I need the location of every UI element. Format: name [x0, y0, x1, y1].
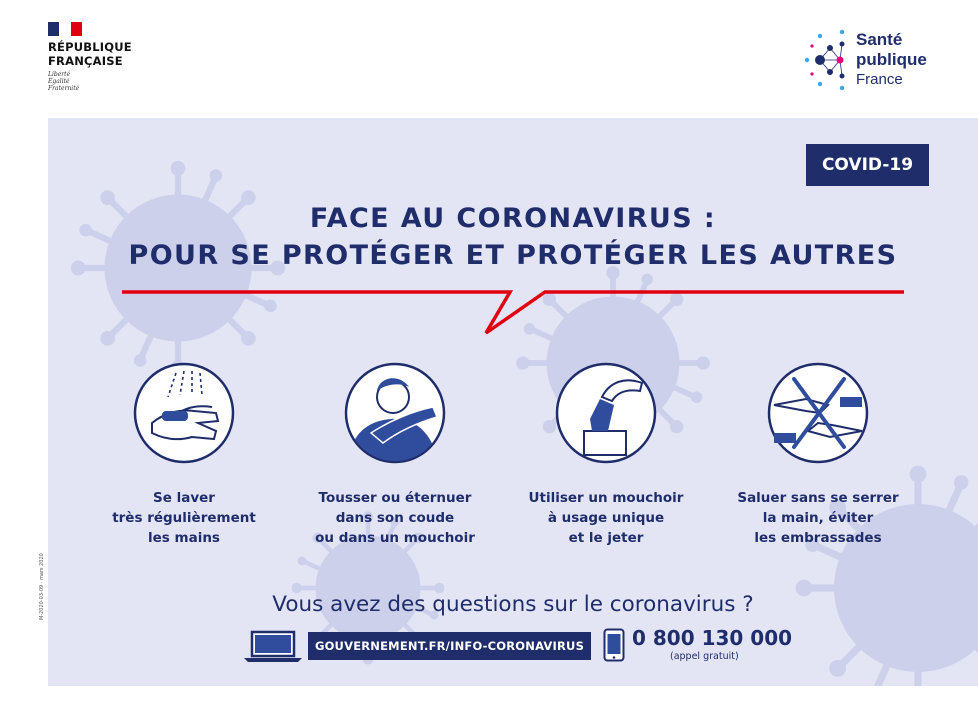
title-line1: FACE AU CORONAVIRUS : [309, 203, 717, 234]
rf-motto-2: Égalité [48, 78, 70, 85]
rf-line2: FRANÇAISE [48, 54, 123, 68]
spf-line3: France [856, 71, 903, 88]
rf-motto-3: Fraternité [48, 85, 80, 92]
caption-hand-washing: Se laver très régulièrement les mains [112, 490, 256, 546]
document-reference-code: M-2020-03-09 · mars 2020 [39, 553, 45, 620]
laptop-icon [244, 630, 302, 662]
header [0, 0, 978, 118]
question-text: Vous avez des questions sur le coronavirus ? [272, 592, 754, 617]
spf-line1: Santé [856, 30, 903, 49]
caption-no-handshake: Saluer sans se serrer la main, éviter les embrassades [737, 490, 899, 546]
tissue-box-icon [554, 361, 658, 465]
info-url-link[interactable]: GOUVERNEMENT.FR/INFO-CORONAVIRUS [308, 632, 591, 660]
no-handshake-icon [766, 361, 870, 465]
sneeze-elbow-icon [343, 361, 447, 465]
rf-motto-1: Liberté [48, 71, 71, 78]
phone-note: (appel gratuit) [670, 651, 739, 662]
spf-line2: publique [856, 50, 927, 69]
phone-icon [603, 628, 625, 662]
title-line2: POUR SE PROTÉGER ET PROTÉGER LES AUTRES [128, 240, 898, 271]
covid-19-badge: COVID-19 [806, 144, 929, 186]
hand-washing-icon [132, 361, 236, 465]
republique-francaise-logo [48, 22, 82, 36]
caption-sneeze: Tousser ou éternuer dans son coude ou dans un mouchoir [315, 490, 475, 546]
phone-number[interactable]: 0 800 130 000 [632, 626, 793, 650]
rf-line1: RÉPUBLIQUE [48, 40, 132, 54]
caption-tissue: Utiliser un mouchoir à usage unique et le jeter [528, 490, 684, 546]
